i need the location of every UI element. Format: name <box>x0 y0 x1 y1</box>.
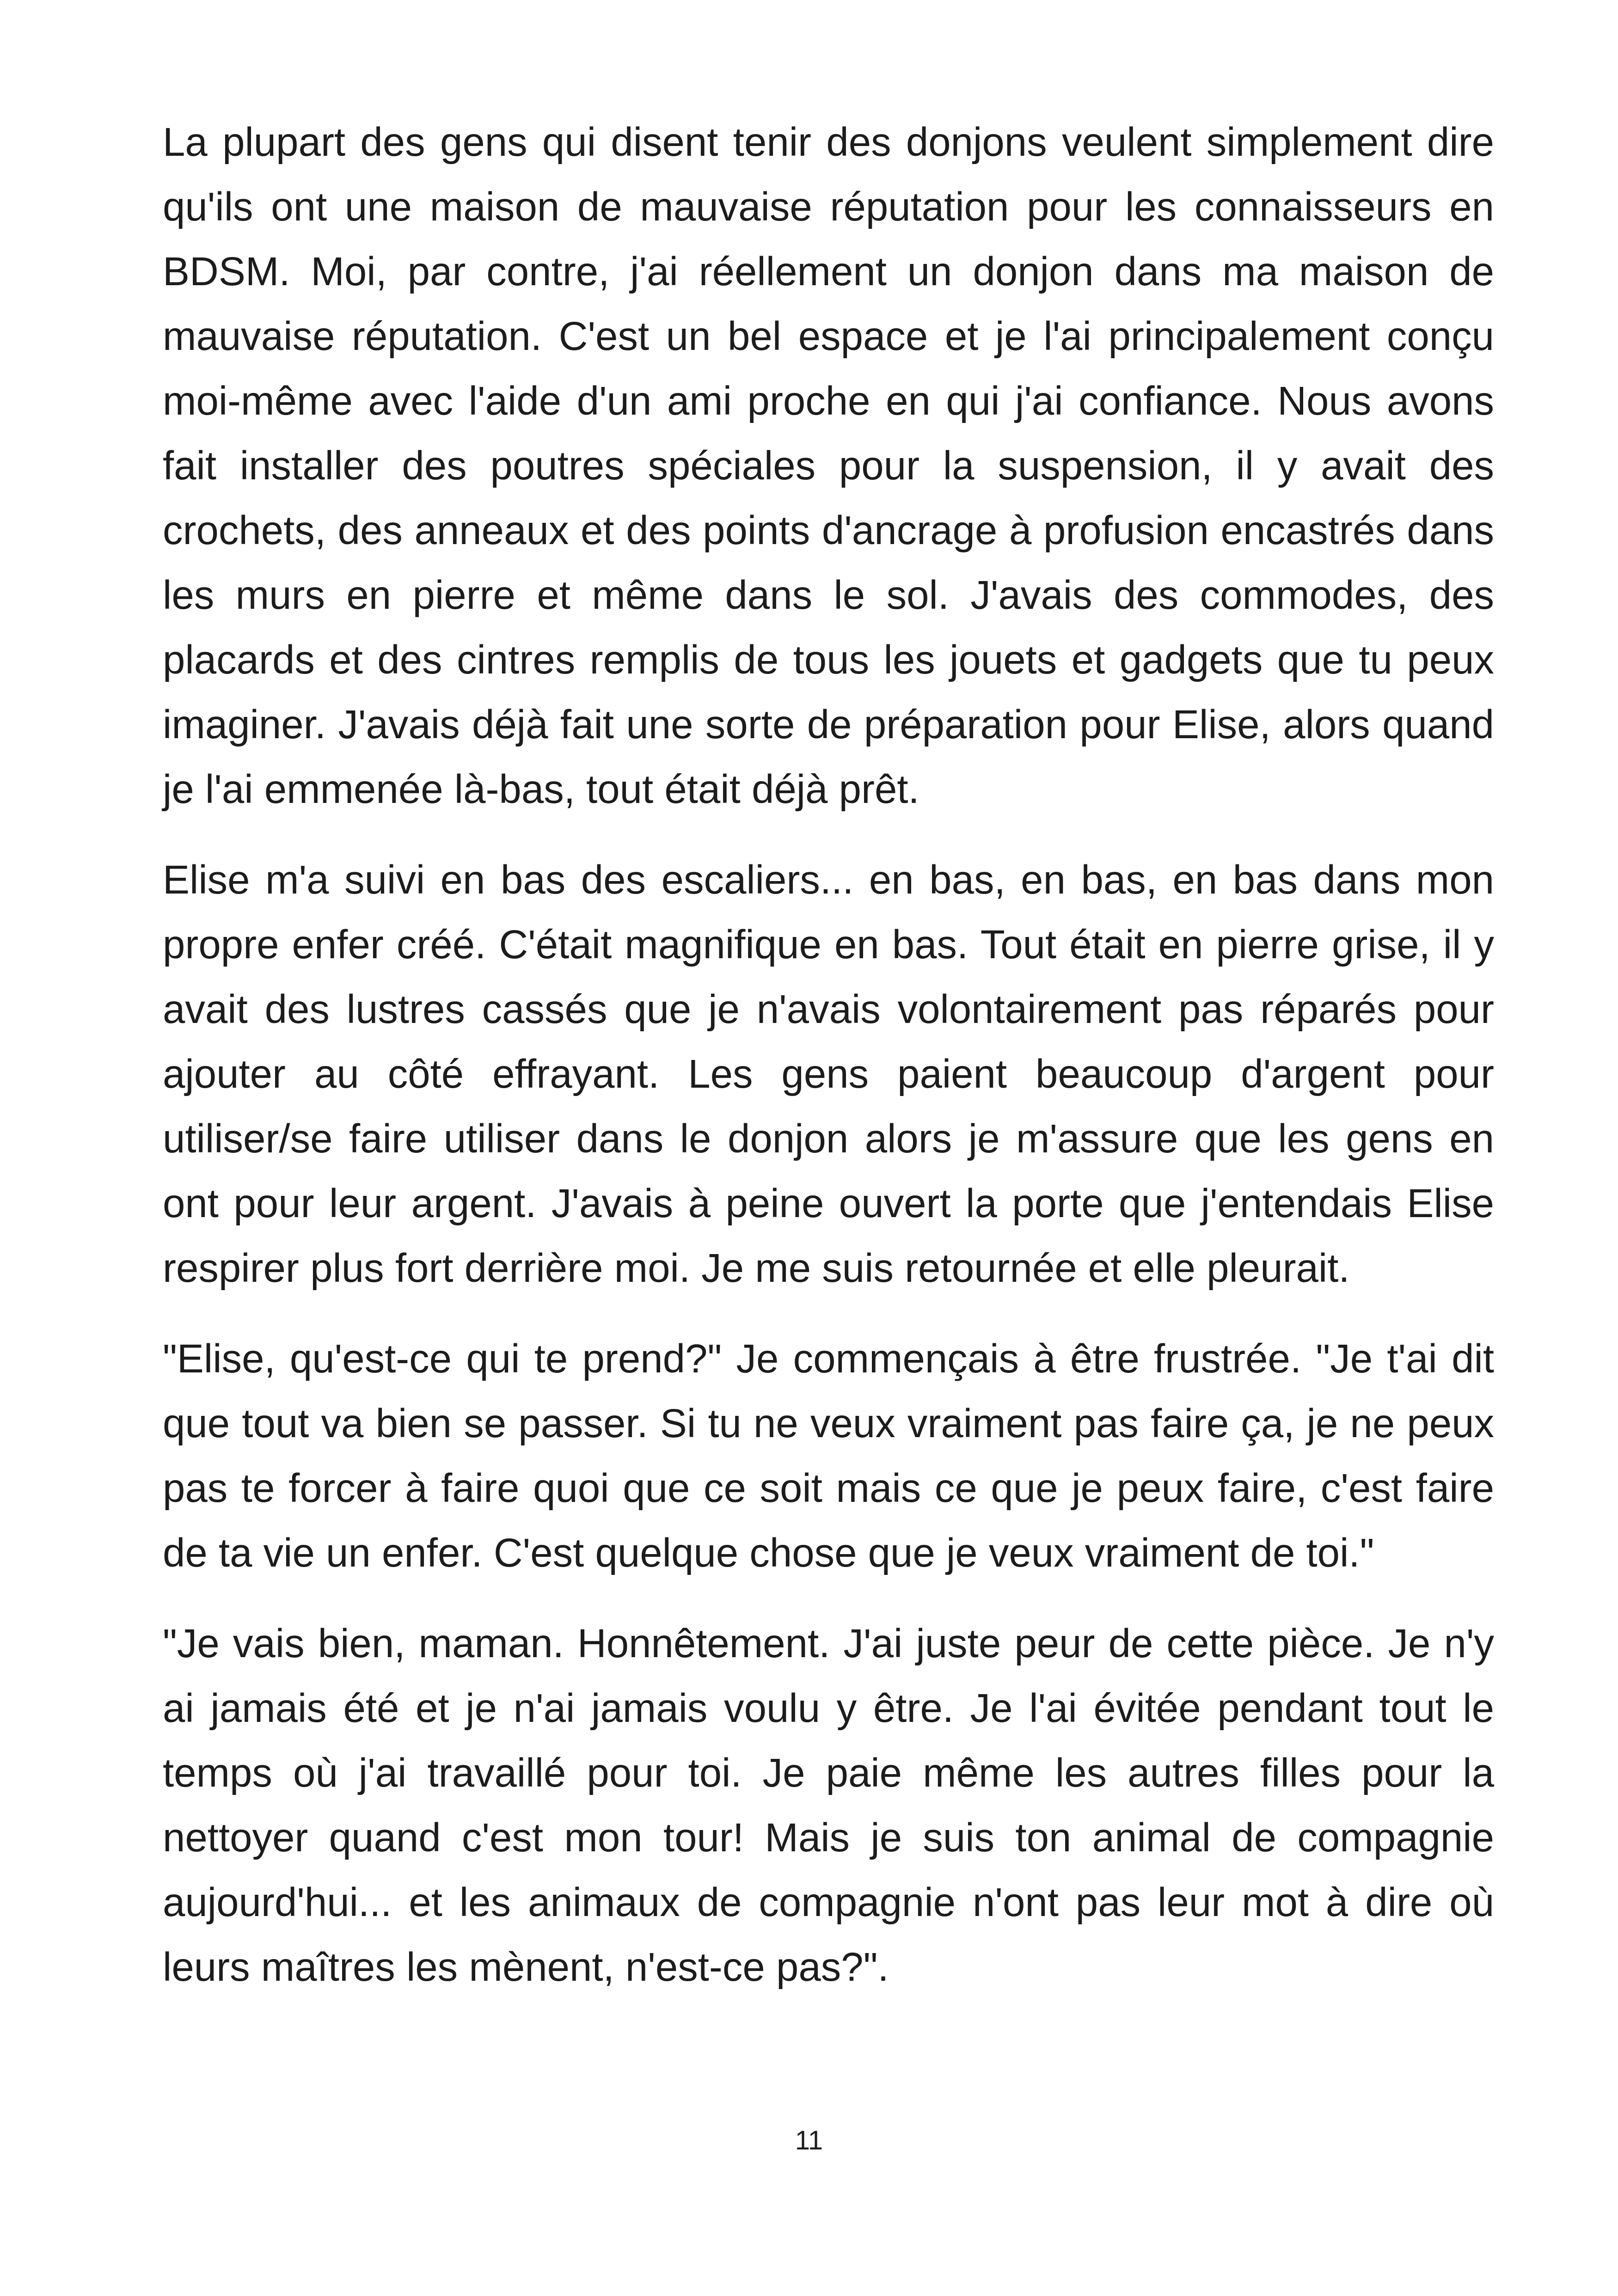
paragraph-2: Elise m'a suivi en bas des escaliers... en bas, en bas, en bas dans mon propre enfer créé. C'était magnifique en bas. Tout était en pierre grise, il y avait des lustres cassés que je n'avais volontairement pas réparés pour ajouter au côté effrayant. Les gens paient beaucoup d'argent pour utiliser/se faire utiliser dans le donjon alors je m'assure que les gens en ont pour leur argent. J'avais à peine ouvert la porte que j'entendais Elise respirer plus fort derrière moi. Je me suis retournée et elle pleurait. <box>163 857 1494 1291</box>
paragraph-1: La plupart des gens qui disent tenir des donjons veulent simplement dire qu'ils ont une maison de mauvaise réputation pour les connaisseurs en BDSM. Moi, par contre, j'ai réellement un donjon dans ma maison de mauvaise réputation. C'est un bel espace et je l'ai principalement conçu moi-même avec l'aide d'un ami proche en qui j'ai confiance. Nous avons fait installer des poutres spéciales pour la suspension, il y avait des crochets, des anneaux et des points d'ancrage à profusion encastrés dans les murs en pierre et même dans le sol. J'avais des commodes, des placards et des cintres remplis de tous les jouets et gadgets que tu peux imaginer. J'avais déjà fait une sorte de préparation pour Elise, alors quand je l'ai emmenée là-bas, tout était déjà prêt. <box>163 120 1494 812</box>
paragraph-3: "Elise, qu'est-ce qui te prend?" Je commençais à être frustrée. "Je t'ai dit que tout va bien se passer. Si tu ne veux vraiment pas faire ça, je ne peux pas te forcer à faire quoi que ce soit mais ce que je peux faire, c'est faire de ta vie un enfer. C'est quelque chose que je veux vraiment de toi." <box>163 1336 1494 1575</box>
page-body <box>163 110 1494 2026</box>
paragraph-4: "Je vais bien, maman. Honnêtement. J'ai juste peur de cette pièce. Je n'y ai jamais été et je n'ai jamais voulu y être. Je l'ai évitée pendant tout le temps où j'ai travaillé pour toi. Je paie même les autres filles pour la nettoyer quand c'est mon tour! Mais je suis ton animal de compagnie aujourd'hui... et les animaux de compagnie n'ont pas leur mot à dire où leurs maîtres les mènent, n'est-ce pas?". <box>163 1621 1494 1990</box>
page-number: 11 <box>795 2125 823 2155</box>
